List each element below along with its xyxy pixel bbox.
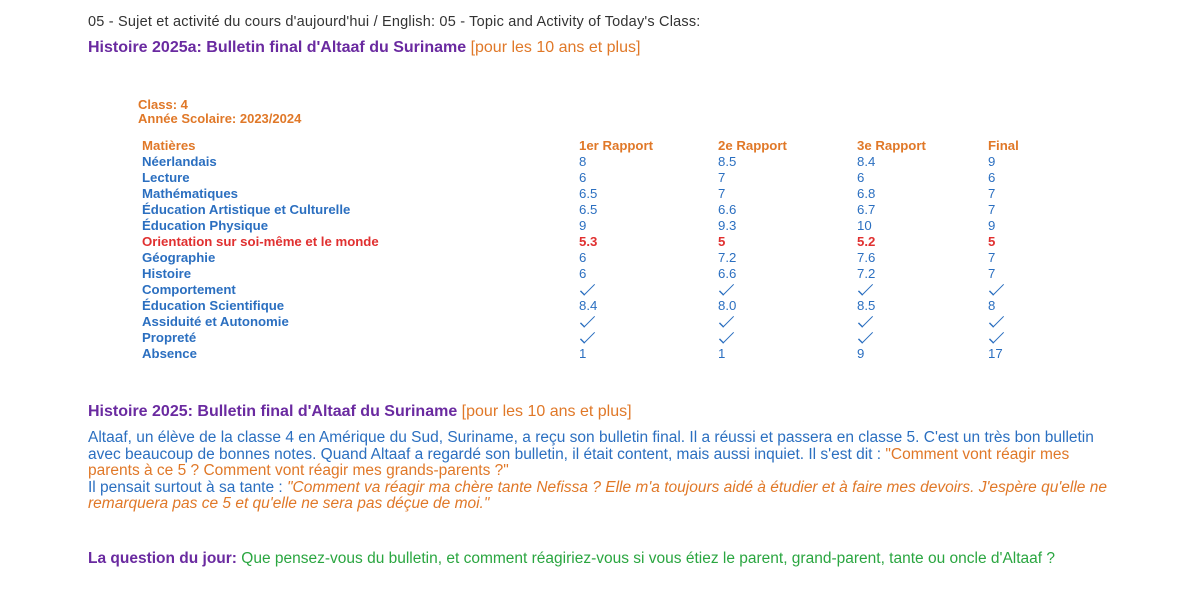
checkmark-icon [580,312,595,327]
checkmark-cell [718,282,857,298]
table-row [142,282,1127,298]
checkmark-cell [988,314,1127,330]
checkmark-cell [857,330,988,346]
grade-cell: 9 [857,346,865,361]
page-title-main: Histoire 2025a: Bulletin final d'Altaaf du Suriname [88,39,467,56]
subject-cell: Mathématiques [142,186,238,201]
grade-cell: 8.0 [718,298,737,313]
grade-cell: 7.2 [857,266,876,281]
grade-cell: 6.7 [857,202,876,217]
column-header-subjects: Matières [142,138,196,153]
grade-cell: 6.8 [857,186,876,201]
table-row [142,154,1127,170]
grade-cell: 10 [857,218,872,233]
checkmark-icon [719,280,734,295]
grade-cell: 8 [988,298,996,313]
checkmark-icon [580,328,595,343]
checkmark-icon [580,280,595,295]
grade-cell: 6.6 [718,202,737,217]
grade-cell: 7 [718,170,726,185]
grade-cell: 5 [718,234,726,249]
grade-cell: 6 [988,170,996,185]
subject-cell: Absence [142,346,197,361]
story-p1-text: Altaaf, un élève de la classe 4 en Amérique du Sud, Suriname, a reçu son bulletin final. Il a réussi et passera en classe 5. C'est un très bon bulletin avec beaucoup de bonnes notes. Quand Altaaf a regardé son bulletin, il était content, mais aussi inquiet. Il s'est dit : [88,429,1094,463]
checkmark-cell [857,314,988,330]
grade-cell: 6 [857,170,865,185]
subject-cell: Géographie [142,250,216,265]
grade-cell: 8.4 [857,154,876,169]
grade-cell: 6.5 [579,186,598,201]
subject-cell: Assiduité et Autonomie [142,314,289,329]
table-row [142,170,1127,186]
grade-cell: 5.2 [857,234,876,249]
story-p2-text: Il pensait surtout à sa tante : [88,478,283,496]
checkmark-icon [858,328,873,343]
grade-cell: 7 [988,250,996,265]
grade-cell: 1 [718,346,726,361]
checkmark-icon [858,312,873,327]
table-row [142,202,1127,218]
grade-cell: 6.6 [718,266,737,281]
grade-cell: 9 [988,154,996,169]
table-row [142,314,1127,330]
checkmark-cell [718,314,857,330]
subject-cell: Lecture [142,170,190,185]
grade-cell: 6 [579,250,587,265]
grade-cell: 7 [988,186,996,201]
subject-cell: Propreté [142,330,197,345]
column-header-final: Final [988,138,1019,153]
grade-cell: 6.5 [579,202,598,217]
checkmark-cell [718,330,857,346]
story-p2-quote: "Comment va réagir ma chère tante Nefissa ? Elle m'a toujours aidé à étudier et à faire mes devoirs. J'espère qu'elle ne remarquera pas ce 5 et qu'elle ne sera pas déçue de moi." [88,478,1107,512]
grade-cell: 9.3 [718,218,737,233]
question-of-the-day [88,551,1108,568]
question-text: Que pensez-vous du bulletin, et comment réagiriez-vous si vous étiez le parent, grand-parent, tante ou oncle d'Altaaf ? [241,550,1056,567]
grade-cell: 5.3 [579,234,598,249]
school-year-label: Année Scolaire: 2023/2024 [138,111,302,126]
age-tag: [pour les 10 ans et plus] [470,39,641,56]
grade-cell: 6 [579,170,587,185]
subject-cell: Histoire [142,266,192,281]
class-label: Class: 4 [138,97,188,112]
checkmark-icon [858,280,873,295]
grade-cell: 1 [579,346,587,361]
checkmark-cell [988,282,1127,298]
subject-cell: Néerlandais [142,154,217,169]
table-row [142,218,1127,234]
course-header: 05 - Sujet et activité du cours d'aujourd'hui / English: 05 - Topic and Activity of Today's Class: [88,14,701,30]
grade-cell: 17 [988,346,1003,361]
grade-cell: 5 [988,234,996,249]
checkmark-icon [719,312,734,327]
table-row [142,346,1127,362]
checkmark-icon [989,312,1004,327]
grade-cell: 7.6 [857,250,876,265]
story-p1-quote: "Comment vont réagir mes parents à ce 5 ? Comment vont réagir mes grands-parents ?" [88,445,1070,479]
report-card-table [142,138,1127,362]
grade-cell: 6 [579,266,587,281]
story-paragraph-2 [88,480,1108,513]
grade-cell: 8.5 [718,154,737,169]
checkmark-icon [719,328,734,343]
checkmark-icon [989,328,1004,343]
table-row [142,234,1127,250]
question-label: La question du jour: [88,550,237,567]
checkmark-icon [989,280,1004,295]
table-row [142,250,1127,266]
subject-cell: Éducation Physique [142,218,269,233]
grade-cell: 7 [988,202,996,217]
checkmark-cell [857,282,988,298]
table-row [142,266,1127,282]
table-header-row [142,138,1127,154]
table-row [142,298,1127,314]
column-header-report-1: 1er Rapport [579,138,654,153]
checkmark-cell [579,282,718,298]
subject-cell: Éducation Scientifique [142,298,285,313]
grade-cell: 9 [579,218,587,233]
checkmark-cell [579,330,718,346]
grade-cell: 8.4 [579,298,598,313]
table-body [142,154,1127,362]
story-title [88,403,632,421]
story-paragraph-1 [88,430,1108,480]
grade-cell: 7.2 [718,250,737,265]
table-row [142,186,1127,202]
grade-cell: 7 [988,266,996,281]
grade-cell: 8 [579,154,587,169]
story-age-tag: [pour les 10 ans et plus] [461,403,632,420]
checkmark-cell [988,330,1127,346]
story-title-main: Histoire 2025: Bulletin final d'Altaaf du Suriname [88,403,458,420]
column-header-report-2: 2e Rapport [718,138,787,153]
column-header-report-3: 3e Rapport [857,138,926,153]
subject-cell: Orientation sur soi-même et le monde [142,234,379,249]
checkmark-cell [579,314,718,330]
grade-cell: 9 [988,218,996,233]
page-title [88,39,640,57]
subject-cell: Comportement [142,282,236,297]
subject-cell: Éducation Artistique et Culturelle [142,202,351,217]
grade-cell: 8.5 [857,298,876,313]
table-row [142,330,1127,346]
story-text [88,430,1108,513]
grade-cell: 7 [718,186,726,201]
